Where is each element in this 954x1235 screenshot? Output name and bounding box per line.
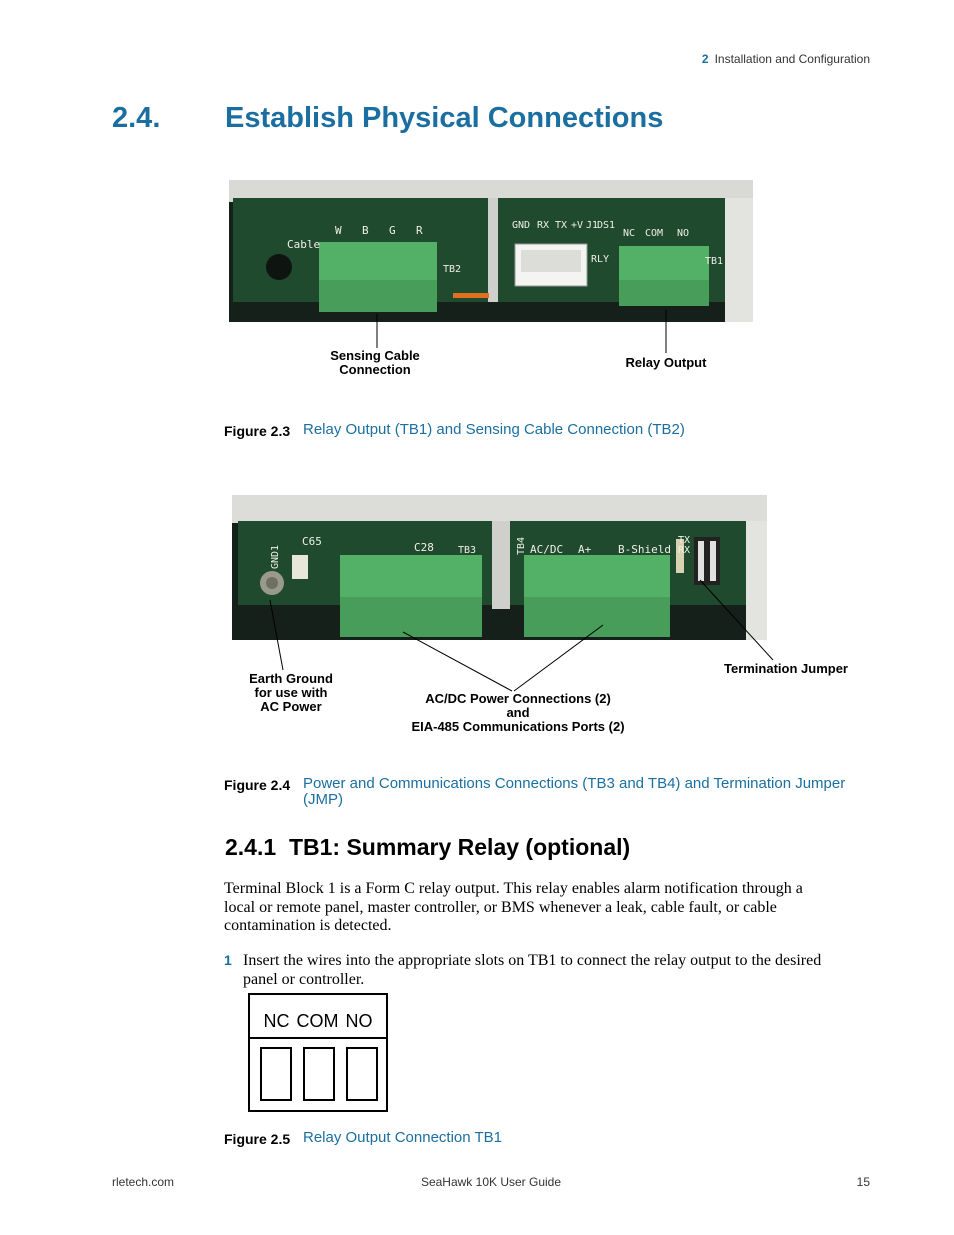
silk-tb1: TB1 [705,256,724,267]
callout-power-line1: AC/DC Power Connections (2) [425,691,611,706]
figure-2-3-caption: Relay Output (TB1) and Sensing Cable Connection (TB2) [303,421,685,438]
figure-2-3-leaders [0,0,954,360]
figure-2-4-label: Figure 2.4 [224,777,291,793]
chapter-number: 2 [701,52,709,66]
callout-earth-ground [231,672,351,714]
terminal-slot-no [346,1047,378,1101]
body-paragraph [224,880,874,936]
silk-b: B [362,224,369,237]
silk-rx: RX [678,545,691,556]
silk-a-plus: A+ [578,543,592,556]
callout-power-comms [378,692,658,734]
footer-website: rletech.com [112,1175,175,1189]
paragraph-line: Terminal Block 1 is a Form C relay output. This relay enables alarm notification through a [224,880,803,897]
figure-2-4-caption [303,776,883,808]
figure-2-4-caption-line1: Power and Communications Connections (TB3 and TB4) and Termination Jumper [303,775,846,792]
paragraph-line: local or remote panel, master controller, or BMS whenever a leak, cable fault, or cable [224,898,777,916]
step-line2: panel or controller. [243,970,365,988]
callout-earth-line3: AC Power [260,699,322,714]
figure-2-5-caption: Relay Output Connection TB1 [303,1129,503,1146]
silk-tb4: TB4 [516,536,527,555]
silk-cable: Cable [287,238,321,251]
subsection-heading [225,834,630,861]
silk-c28: C28 [414,541,434,554]
callout-relay-output: Relay Output [625,355,707,370]
terminal-slot-nc [260,1047,292,1101]
callout-power-line2: and [506,705,530,720]
subsection-number: 2.4.1 [225,834,277,860]
figure-2-4-leaders [0,560,954,710]
silk-b-shield: B-Shield [618,543,671,556]
figure-2-5-label: Figure 2.5 [224,1131,291,1147]
silk-nc: NC [623,228,636,239]
silk-tx: TX [555,220,568,231]
section-title: Establish Physical Connections [225,102,664,134]
callout-power-line3: EIA-485 Communications Ports (2) [411,719,625,734]
callout-earth-line1: Earth Ground [249,671,333,686]
callout-sensing-line1: Sensing Cable [330,348,420,363]
step-line1: Insert the wires into the appropriate slots on TB1 to connect the relay output to the desired [243,952,822,969]
chapter-title: Installation and Configuration [714,52,870,66]
callout-earth-line2: for use with [254,685,328,700]
silk-rly: RLY [591,254,610,265]
silk-v: +V [571,220,584,231]
terminal-slot-com [303,1047,335,1101]
figure-2-4-caption-line2: (JMP) [303,791,343,808]
relay-diagram-divider [248,1037,388,1039]
callout-termination-jumper: Termination Jumper [723,661,848,676]
step-number: 1 [224,952,232,968]
step-text [243,952,883,989]
silk-tb2: TB2 [443,264,462,275]
silk-gnd: GND [512,220,531,231]
silk-g: G [389,224,396,237]
silk-w: W [335,224,342,237]
paragraph-line: contamination is detected. [224,917,392,934]
silk-tx: TX [678,535,691,546]
silk-tb3: TB3 [458,545,477,556]
silk-acdc: AC/DC [530,543,564,556]
silk-gnd1: GND1 [270,544,281,569]
callout-sensing-line2: Connection [339,362,411,377]
silk-j1: J1 [586,220,599,231]
silk-no: NO [677,228,690,239]
subsection-title: TB1: Summary Relay (optional) [288,834,631,860]
silk-r: R [416,224,423,237]
silk-com: COM [645,228,664,239]
silk-rx: RX [537,220,550,231]
relay-terminal-labels: NC COM NO [263,1011,373,1031]
callout-sensing-cable [315,349,435,377]
figure-2-3-label: Figure 2.3 [224,423,291,439]
footer-document-title: SeaHawk 10K User Guide [420,1175,562,1189]
footer-page-number: 15 [856,1175,870,1189]
silk-c65: C65 [302,535,322,548]
section-number: 2.4. [112,102,161,134]
silk-ds1: DS1 [597,220,616,231]
